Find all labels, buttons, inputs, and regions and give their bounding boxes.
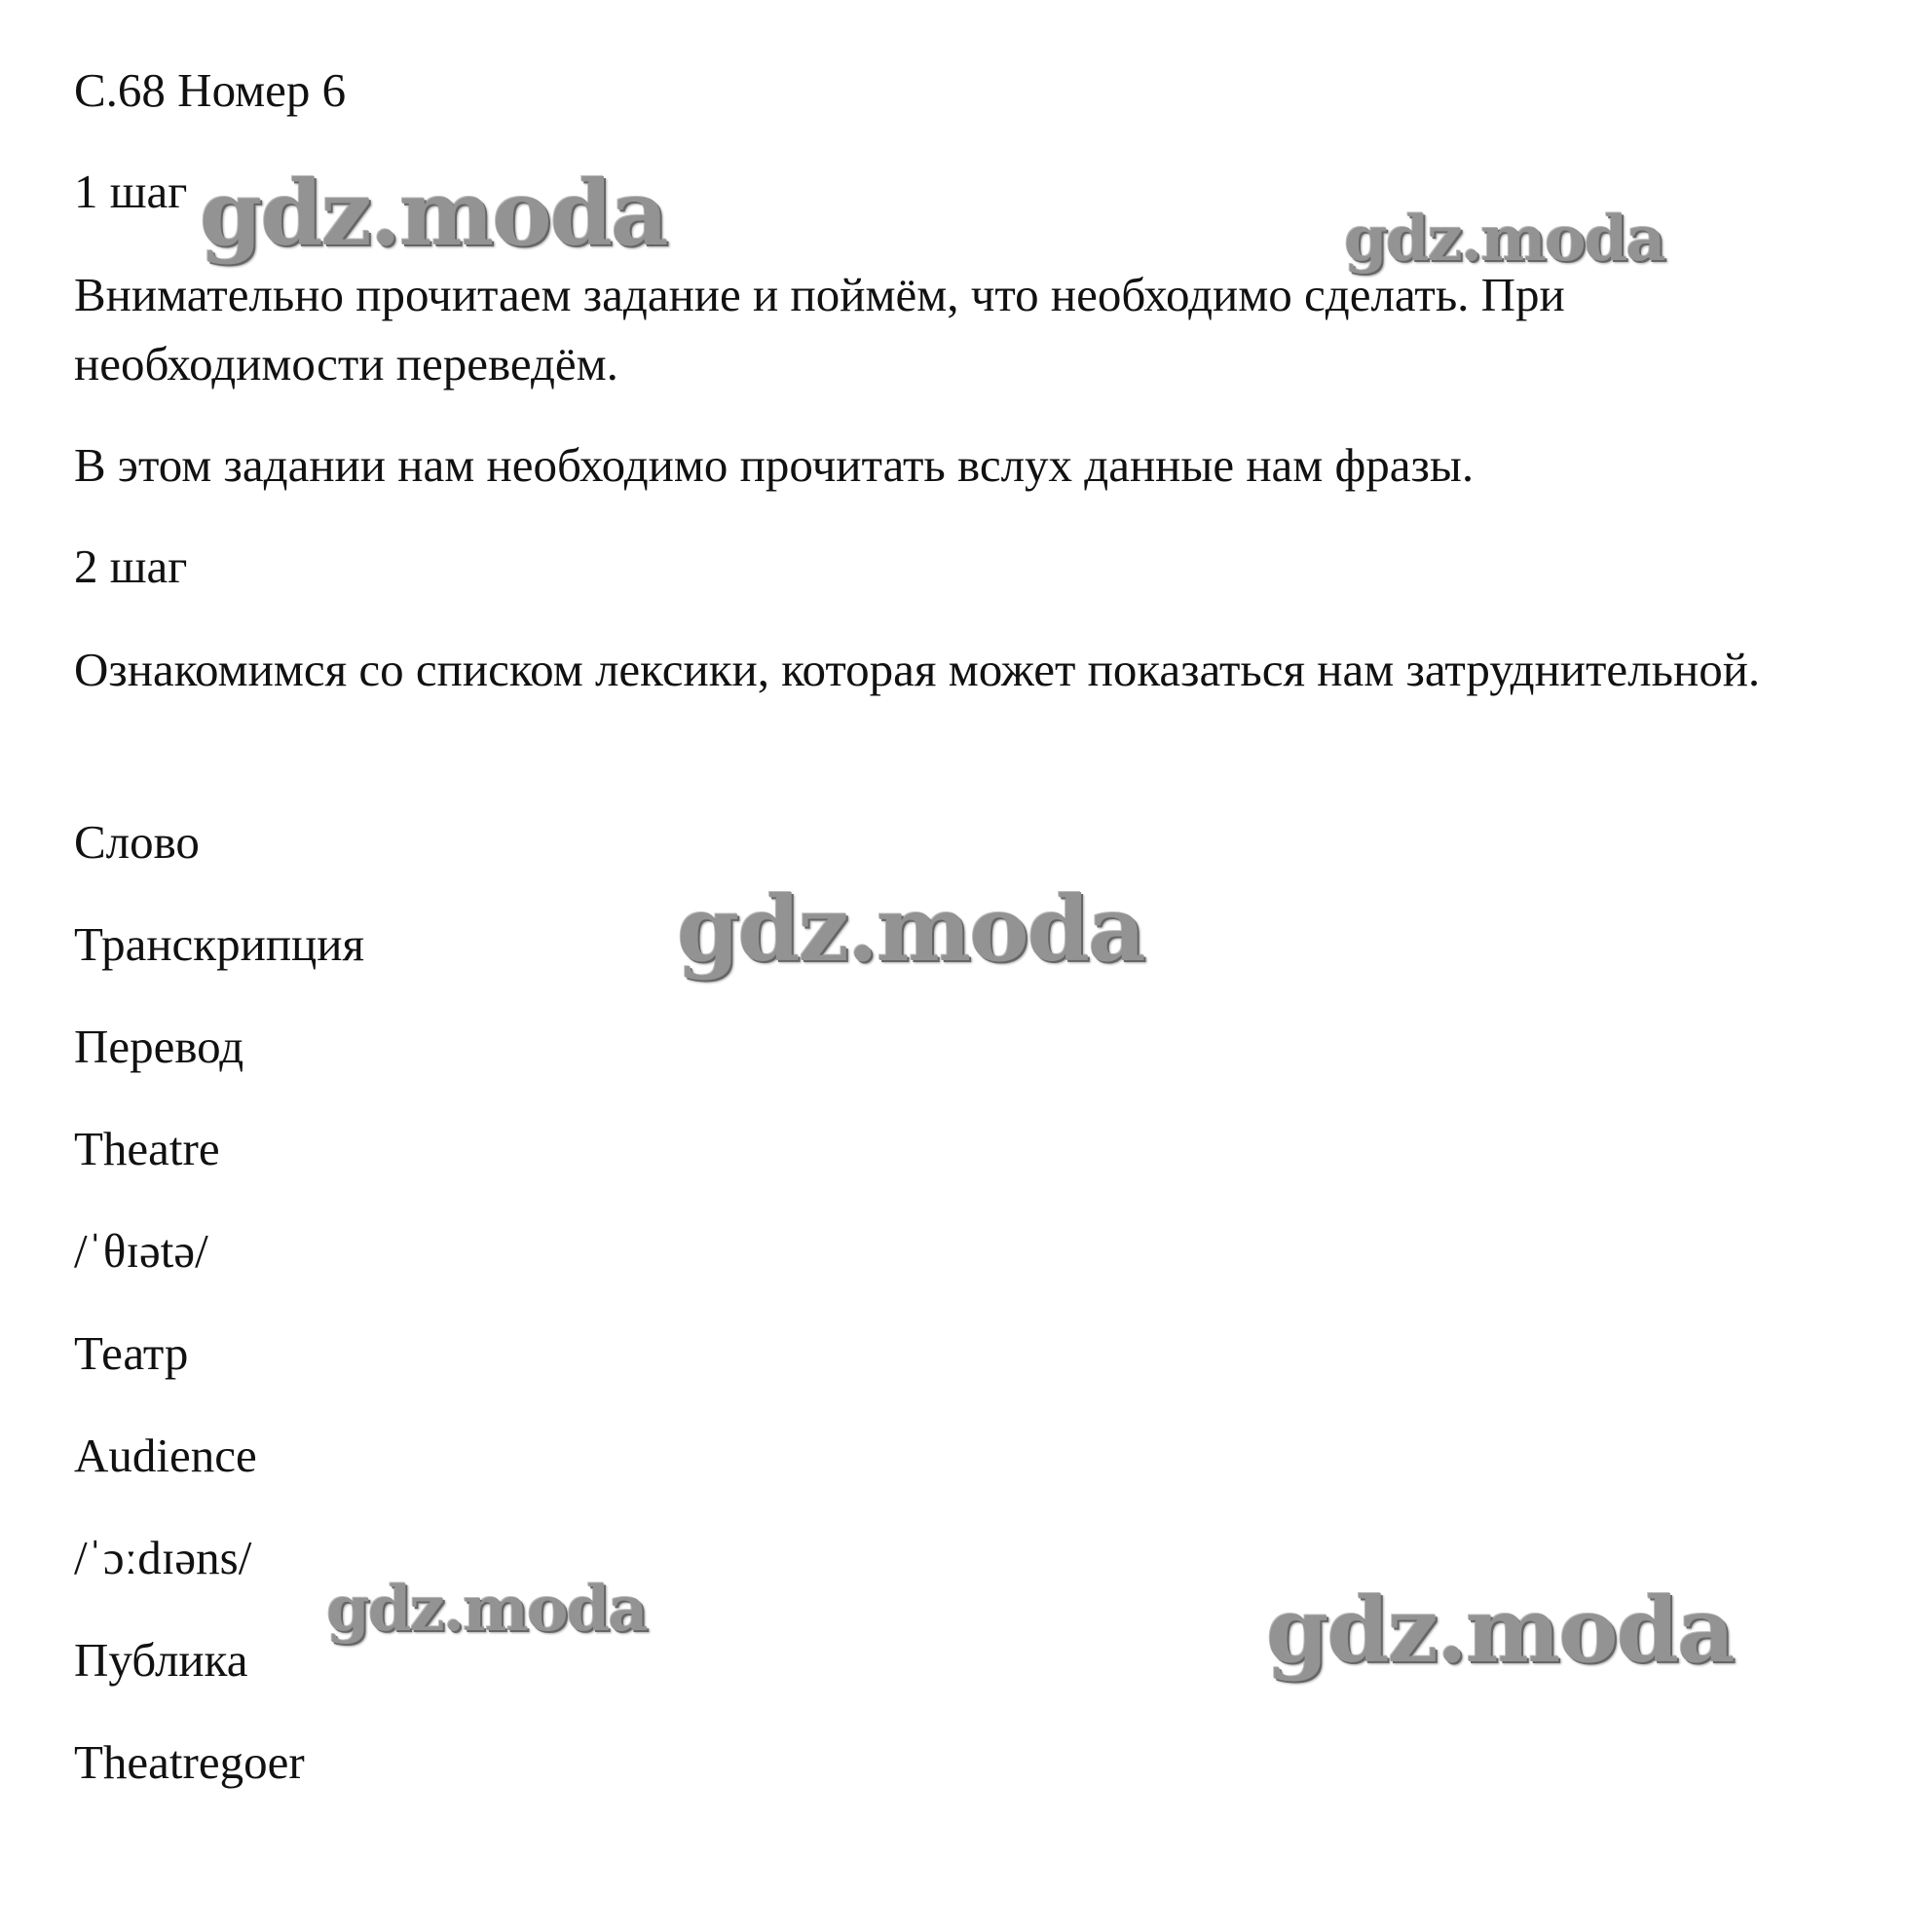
watermark-logo: gdz.moda	[1344, 203, 1664, 276]
step-1-label: 1 шаг	[74, 165, 188, 218]
step-2-label: 2 шаг	[74, 539, 188, 593]
vocab-header-transcription: Транскрипция	[74, 917, 365, 971]
vocab-row-1-translation: Театр	[74, 1326, 189, 1380]
page-title: С.68 Номер 6	[74, 63, 347, 117]
watermark-logo: gdz.moda	[1266, 1578, 1734, 1683]
step-1-task-description: В этом задании нам необходимо прочитать вслух данные нам фразы.	[74, 438, 1475, 492]
watermark-logo: gdz.moda	[326, 1573, 647, 1646]
vocab-row-1-transcription: /ˈθɪətə/	[74, 1224, 208, 1278]
watermark-logo: gdz.moda	[677, 876, 1144, 982]
vocab-header-translation: Перевод	[74, 1020, 244, 1073]
vocab-row-1-word: Theatre	[74, 1122, 220, 1175]
vocab-header-word: Слово	[74, 815, 200, 869]
watermark-logo: gdz.moda	[200, 161, 667, 266]
vocab-row-2-word: Audience	[74, 1429, 257, 1482]
vocab-row-2-translation: Публика	[74, 1633, 248, 1687]
vocab-row-2-transcription: /ˈɔːdɪəns/	[74, 1531, 252, 1584]
vocab-row-3-word: Theatregoer	[74, 1735, 305, 1789]
step-2-instruction: Ознакомимся со списком лексики, которая может показаться нам затруднительной.	[74, 643, 1761, 696]
step-1-instruction: Внимательно прочитаем задание и поймём, что необходимо сделать. При необходимости переведём.	[74, 268, 1565, 390]
